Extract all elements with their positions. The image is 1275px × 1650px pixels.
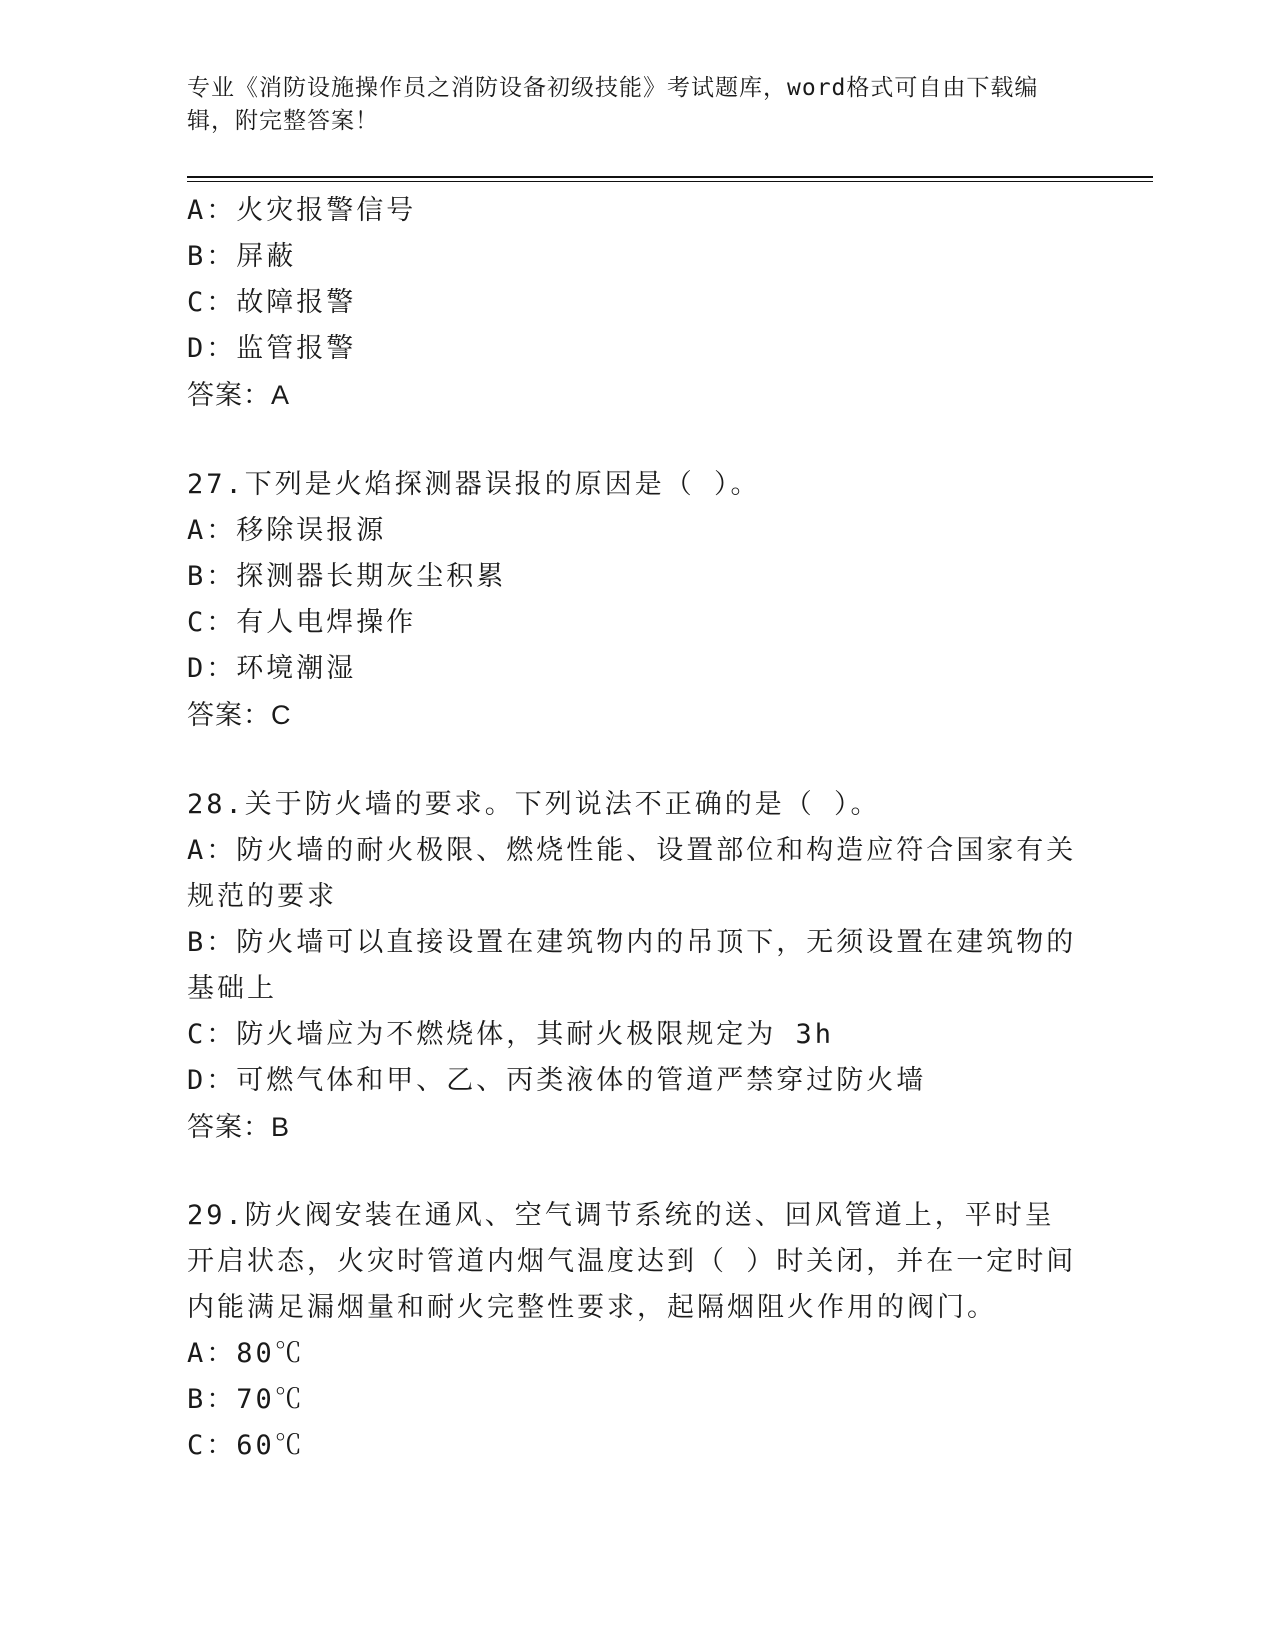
question-text: 28.关于防火墙的要求。下列说法不正确的是（ ）。 xyxy=(187,789,881,820)
question-list xyxy=(187,188,1077,1469)
spacer xyxy=(187,418,1077,462)
answer: 答案：B xyxy=(187,1112,291,1142)
header-divider xyxy=(187,176,1153,178)
header-divider-thin xyxy=(187,181,1153,182)
spacer xyxy=(187,1150,1077,1193)
option-a: A：移除误报源 xyxy=(187,515,387,546)
question-text: 27.下列是火焰探测器误报的原因是（ ）。 xyxy=(187,469,761,500)
option-a: A：80℃ xyxy=(187,1338,305,1369)
option-b: B：70℃ xyxy=(187,1384,305,1415)
option-a: A：火灾报警信号 xyxy=(187,195,417,226)
option-b: B：防火墙可以直接设置在建筑物内的吊顶下，无须设置在建筑物的基础上 xyxy=(187,927,1077,1004)
answer: 答案：C xyxy=(187,700,292,730)
question-block-prev xyxy=(187,188,1077,418)
option-d: D：可燃气体和甲、乙、丙类液体的管道严禁穿过防火墙 xyxy=(187,1065,927,1096)
option-b: B：探测器长期灰尘积累 xyxy=(187,561,507,592)
option-d: D：环境潮湿 xyxy=(187,653,357,684)
option-d: D：监管报警 xyxy=(187,333,357,364)
question-block-27 xyxy=(187,462,1077,738)
document-header: 专业《消防设施操作员之消防设备初级技能》考试题库，word格式可自由下载编辑，附完整答案！ xyxy=(187,75,1039,134)
option-c: C：60℃ xyxy=(187,1430,305,1461)
option-c: C：故障报警 xyxy=(187,287,357,318)
answer: 答案：A xyxy=(187,380,291,410)
spacer xyxy=(187,738,1077,782)
option-c: C：有人电焊操作 xyxy=(187,607,417,638)
question-block-28 xyxy=(187,782,1077,1150)
question-text: 29.防火阀安装在通风、空气调节系统的送、回风管道上，平时呈开启状态，火灾时管道内烟气温度达到（ ）时关闭，并在一定时间内能满足漏烟量和耐火完整性要求，起隔烟阻火作用的阀门。 xyxy=(187,1200,1077,1323)
question-block-29 xyxy=(187,1193,1077,1469)
option-b: B：屏蔽 xyxy=(187,241,297,272)
option-c: C：防火墙应为不燃烧体，其耐火极限规定为 3h xyxy=(187,1019,835,1050)
option-a: A：防火墙的耐火极限、燃烧性能、设置部位和构造应符合国家有关规范的要求 xyxy=(187,835,1077,912)
